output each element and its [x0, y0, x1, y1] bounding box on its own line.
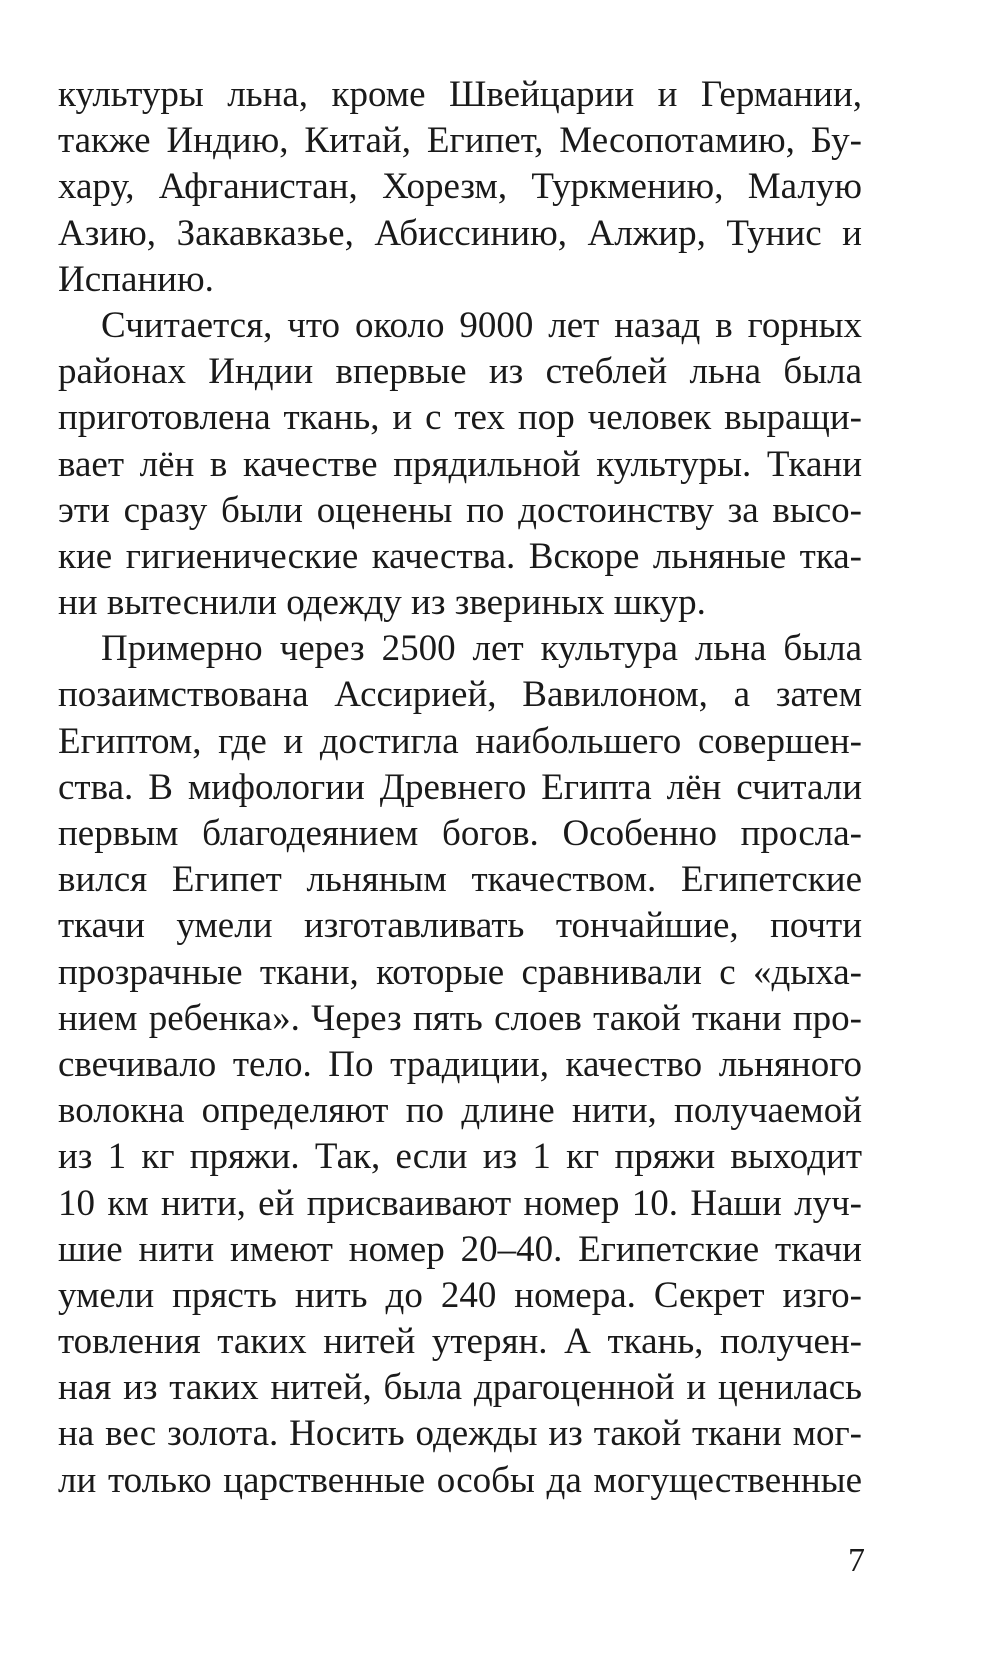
text-line: позаимствована Ассирией, Вавилоном, а затем: [58, 674, 862, 716]
text-line: прозрачные ткани, которые сравнивали с «дыха-: [58, 951, 862, 993]
text-line: на вес золота. Носить одежды из такой ткани мог-: [58, 1413, 862, 1455]
paragraph: [58, 626, 862, 1504]
text-line: Примерно через 2500 лет культура льна была: [101, 628, 862, 670]
text-line: товления таких нитей утерян. А ткань, получен-: [58, 1321, 862, 1363]
paragraph: [58, 303, 862, 626]
text-line: из 1 кг пряжи. Так, если из 1 кг пряжи выходит: [58, 1136, 862, 1178]
text-line: кие гигиенические качества. Вскоре льняные тка-: [58, 535, 862, 577]
text-line: шие нити имеют номер 20–40. Египетские ткачи: [58, 1228, 862, 1270]
text-line: нием ребенка». Через пять слоев такой ткани про-: [58, 997, 862, 1039]
paragraph: [58, 72, 862, 303]
text-line: приготовлена ткань, и с тех пор человек выращи-: [58, 397, 862, 439]
page-body-text: [58, 72, 862, 1504]
text-line: культуры льна, кроме Швейцарии и Германии,: [58, 74, 862, 115]
text-line: ткачи умели изготавливать тончайшие, почти: [58, 905, 862, 947]
text-line: первым благодеянием богов. Особенно просла-: [58, 813, 862, 854]
text-line: ни вытеснили одежду из звериных шкур.: [58, 582, 706, 624]
text-line: волокна определяют по длине нити, получаемой: [58, 1090, 862, 1132]
text-line: также Индию, Китай, Египет, Месопотамию, Бу-: [58, 120, 862, 162]
text-line: хару, Афганистан, Хорезм, Туркмению, Малую: [58, 166, 862, 208]
text-line: вился Египет льняным ткачеством. Египетские: [58, 859, 862, 901]
text-line: ли только царственные особы да могущественные: [58, 1459, 862, 1501]
text-line: Испанию.: [58, 258, 214, 300]
text-line: свечивало тело. По традиции, качество льняного: [58, 1043, 862, 1085]
text-line: эти сразу были оценены по достоинству за высо-: [58, 489, 862, 531]
text-line: ства. В мифологии Древнего Египта лён считали: [58, 766, 862, 808]
text-line: Считается, что около 9000 лет назад в горных: [101, 304, 862, 346]
text-line: Египтом, где и достигла наибольшего совершен-: [58, 720, 862, 762]
text-line: 10 км нити, ей присваивают номер 10. Наши луч-: [58, 1182, 862, 1224]
text-line: вает лён в качестве прядильной культуры. Ткани: [58, 443, 862, 485]
text-line: районах Индии впервые из стеблей льна была: [58, 351, 862, 393]
page-number: 7: [848, 1542, 865, 1579]
text-line: Азию, Закавказье, Абиссинию, Алжир, Тунис и: [58, 212, 862, 254]
text-line: ная из таких нитей, была драгоценной и ценилась: [58, 1367, 862, 1409]
text-line: умели прясть нить до 240 номера. Секрет изго-: [58, 1274, 862, 1316]
